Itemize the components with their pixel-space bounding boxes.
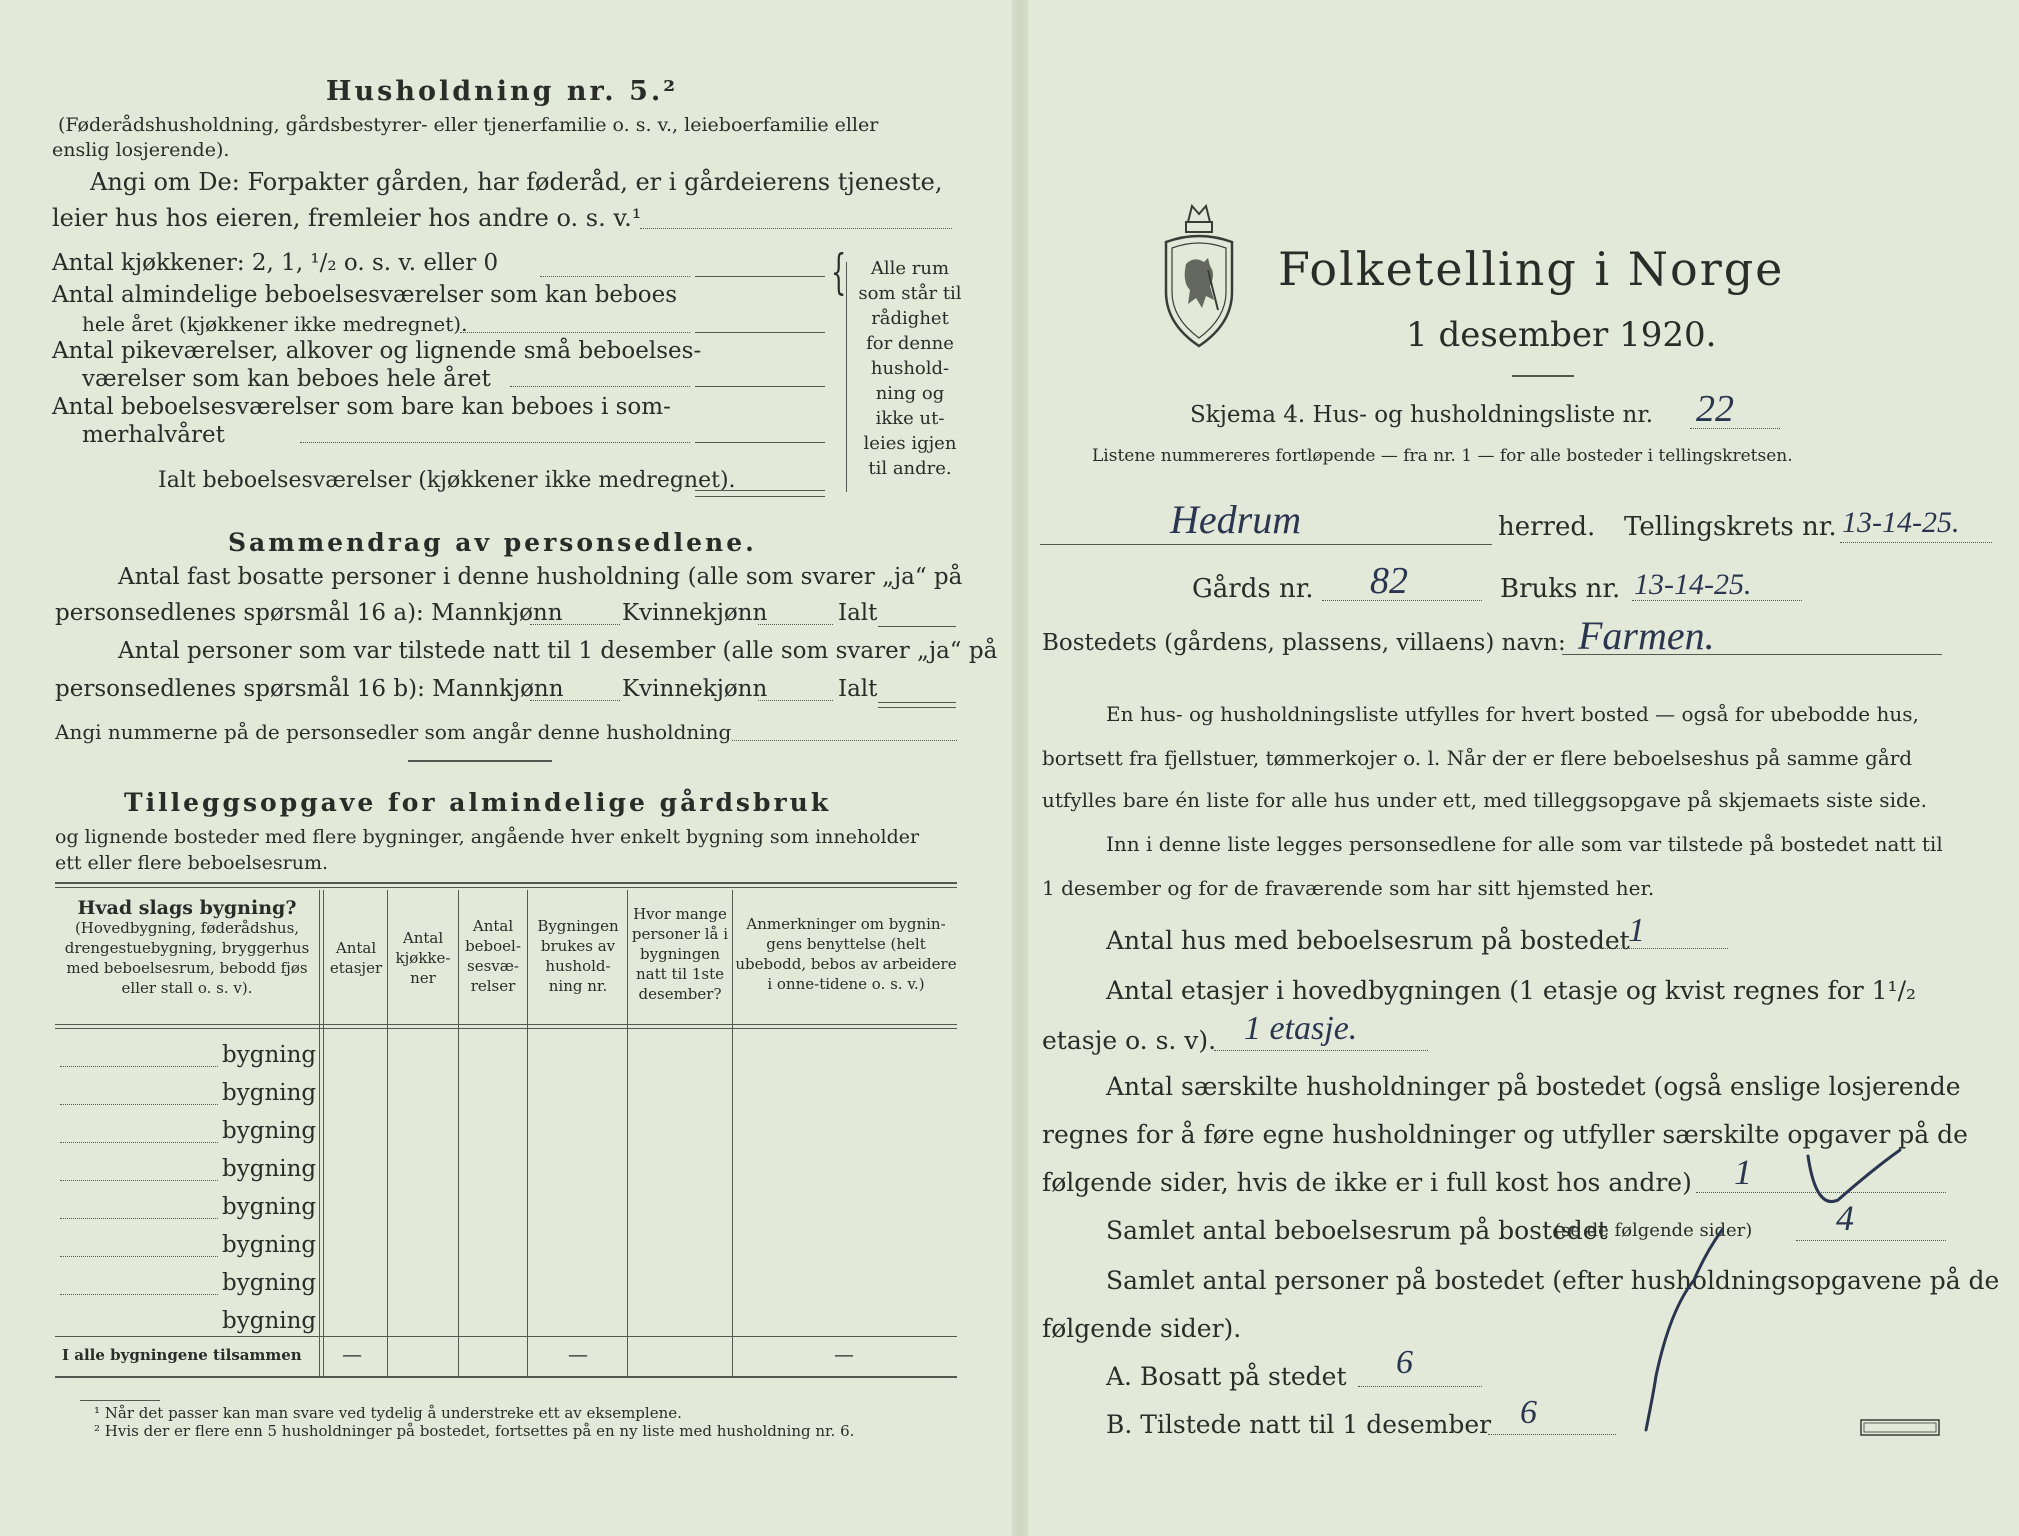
a-kvinne-label: Kvinnekjønn <box>622 600 768 626</box>
table-top-border-inner <box>55 887 957 888</box>
col-hvad-slags-body: (Hovedbygning, føderådshus, drengestuebygning, bryggerhus med beboelsesrum, bebodd fjøs eller stall o. s. v). <box>64 919 310 997</box>
saerskilte-value[interactable]: 1 <box>1734 1152 1752 1192</box>
a-ialt-label: Ialt <box>838 600 878 626</box>
side-note <box>855 256 965 481</box>
skjema-label: Skjema 4. Hus- og husholdningsliste nr. <box>1190 402 1654 428</box>
form-date: 1 desember 1920. <box>1406 315 1717 355</box>
row-bygning-label: bygning <box>222 1156 317 1182</box>
saerskilte-line-3: følgende sider, hvis de ikke er i full kost hos andre) <box>1042 1168 1692 1197</box>
col-personer: Hvor mange personer lå i bygningen natt til 1ste desember? <box>631 905 729 1003</box>
antal-hus-label: Antal hus med beboelsesrum på bostedet <box>1106 926 1630 955</box>
para2-line-2: 1 desember og for de fraværende som har sitt hjemsted her. <box>1042 876 1655 900</box>
tellingskrets-value[interactable]: 13-14-25. <box>1842 506 1960 539</box>
b-ialt-line <box>878 702 956 703</box>
b-kvinne-label: Kvinnekjønn <box>622 676 768 702</box>
brace-upper: { <box>831 244 847 300</box>
footnote-2: ² Hvis der er flere enn 5 husholdninger på bostedet, fortsettes på en ny liste med husholdning nr. 6. <box>94 1422 855 1440</box>
tellingskrets-label: Tellingskrets nr. <box>1624 512 1837 542</box>
side-note-line: rådighet <box>871 308 949 329</box>
row-line <box>60 1142 218 1143</box>
angi-answer-line <box>640 228 952 229</box>
rooms-answer-2 <box>695 332 825 333</box>
skjema-nr-value[interactable]: 22 <box>1696 388 1734 430</box>
printer-stamp-icon <box>1860 1418 1940 1438</box>
rooms-sommer-1: Antal beboelsesværelser som bare kan beboes i som- <box>52 394 671 420</box>
b-ialt-label: Ialt <box>838 676 878 702</box>
etasjer-line <box>1214 1050 1428 1051</box>
col-husholdning-nr: Bygningen brukes av hushold-ning nr. <box>537 917 619 995</box>
a-ialt-line <box>878 626 956 627</box>
rooms-alminnelige-2: hele året (kjøkkener ikke medregnet). <box>82 312 468 336</box>
table-bottom-border <box>55 1376 957 1378</box>
rooms-dots-2 <box>460 332 690 333</box>
total-husholdning-dash: — <box>568 1342 588 1366</box>
bosted-label: Bostedets (gårdens, plassens, villaens) navn: <box>1042 630 1566 656</box>
sammendrag-b-1: Antal personer som var tilstede natt til 1 desember (alle som svarer „ja“ på <box>118 638 998 664</box>
tillegg-sub-1: og lignende bosteder med flere bygninger, angående hver enkelt bygning som inneholder <box>55 826 920 848</box>
sammendrag-b-2: personsedlenes spørsmål 16 b): Mannkjønn <box>55 676 564 702</box>
husholdning-subtitle-2: enslig losjerende). <box>52 139 230 161</box>
row-line <box>60 1104 218 1105</box>
table-col-divider <box>387 890 388 1376</box>
table-header-border-inner <box>55 1028 957 1029</box>
antal-hus-value[interactable]: 1 <box>1628 912 1645 949</box>
tilstede-label: B. Tilstede natt til 1 desember <box>1106 1410 1492 1439</box>
total-etasjer-dash: — <box>342 1342 362 1366</box>
footnote-rule <box>80 1400 160 1401</box>
angi-line-2: leier hus hos eieren, fremleier hos andre o. s. v.¹ <box>52 204 642 232</box>
table-top-border <box>55 882 957 884</box>
tilstede-line <box>1488 1434 1616 1435</box>
brace-line <box>846 262 847 492</box>
angi-nummerne-line <box>732 740 957 741</box>
total-label: I alle bygningene tilsammen <box>62 1346 302 1364</box>
side-note-line: ikke ut- <box>875 408 945 429</box>
etasjer-line-2: etasje o. s. v). <box>1042 1026 1217 1055</box>
total-anmerkninger-dash: — <box>834 1342 854 1366</box>
row-line <box>60 1294 218 1295</box>
tilstede-value[interactable]: 6 <box>1520 1394 1537 1431</box>
samlet-rum-label: Samlet antal beboelsesrum på bostedet <box>1106 1216 1608 1245</box>
table-total-top <box>55 1336 957 1337</box>
rooms-answer-4 <box>695 442 825 443</box>
gards-line <box>1322 600 1482 601</box>
table-col-divider <box>627 890 628 1376</box>
form-title: Folketelling i Norge <box>1278 242 1785 296</box>
row-bygning-label: bygning <box>222 1080 317 1106</box>
table-col-divider <box>458 890 459 1376</box>
ialt-label: Ialt beboelsesværelser (kjøkkener ikke medregnet). <box>158 468 736 493</box>
a-kvinne-line <box>758 624 833 625</box>
table-col-divider <box>732 890 733 1376</box>
row-bygning-label: bygning <box>222 1194 317 1220</box>
herred-label: herred. <box>1498 512 1596 542</box>
gards-label: Gårds nr. <box>1192 574 1314 604</box>
tellingskrets-line <box>1840 542 1992 543</box>
ialt-answer <box>695 490 825 491</box>
bosatt-line <box>1358 1386 1482 1387</box>
rooms-sommer-2: merhalvåret <box>82 422 225 448</box>
saerskilte-line-1: Antal særskilte husholdninger på bostedet (også enslige losjerende <box>1106 1072 1961 1101</box>
bruks-label: Bruks nr. <box>1500 574 1621 604</box>
norway-coat-of-arms-icon <box>1158 200 1240 350</box>
table-col-divider <box>319 890 320 1376</box>
listene-note: Listene nummereres fortløpende — fra nr. 1 — for alle bosteder i tellingskretsen. <box>1092 446 1793 466</box>
bosatt-label: A. Bosatt på stedet <box>1106 1362 1347 1391</box>
footnote-1: ¹ Når det passer kan man svare ved tydelig å understreke ett av eksemplene. <box>94 1404 682 1422</box>
samlet-pers-line-2: følgende sider). <box>1042 1314 1242 1343</box>
bruks-value[interactable]: 13-14-25. <box>1634 568 1752 601</box>
col-beboelsesvaerelser: Antal beboel-sesvæ-relser <box>465 917 521 995</box>
section-divider <box>408 760 552 762</box>
table-header-border <box>55 1024 957 1025</box>
row-bygning-label: bygning <box>222 1270 317 1296</box>
sammendrag-a-1: Antal fast bosatte personer i denne husholdning (alle som svarer „ja“ på <box>118 564 963 590</box>
side-note-line: for denne <box>866 333 954 354</box>
side-note-line: Alle rum <box>870 258 950 279</box>
col-hvad-slags-title: Hvad slags bygning? <box>77 897 297 919</box>
etasjer-value[interactable]: 1 etasje. <box>1244 1010 1358 1047</box>
sammendrag-title: Sammendrag av personsedlene. <box>228 528 757 557</box>
sammendrag-a-2: personsedlenes spørsmål 16 a): Mannkjønn <box>55 600 563 626</box>
b-kvinne-line <box>758 700 833 701</box>
side-note-line: ning og <box>875 383 945 404</box>
bruks-line <box>1632 600 1802 601</box>
rooms-alminnelige-1: Antal almindelige beboelsesværelser som kan beboes <box>52 282 678 308</box>
samlet-pers-line-1: Samlet antal personer på bostedet (efter husholdningsopgavene på de <box>1106 1266 2000 1295</box>
herred-line <box>1040 544 1492 545</box>
etasjer-line-1: Antal etasjer i hovedbygningen (1 etasje og kvist regnes for 1¹/₂ <box>1106 976 1917 1005</box>
rooms-pike-2: værelser som kan beboes hele året <box>82 366 491 392</box>
col-etasjer: Antal etasjer <box>329 939 383 977</box>
row-bygning-label: bygning <box>222 1232 317 1258</box>
herred-value[interactable]: Hedrum <box>1170 497 1302 542</box>
row-bygning-label: bygning <box>222 1042 317 1068</box>
husholdning-title: Husholdning nr. 5.² <box>326 76 679 107</box>
para1-line-1: En hus- og husholdningsliste utfylles for hvert bosted — også for ubebodde hus, <box>1106 702 1919 726</box>
samlet-rum-value[interactable]: 4 <box>1836 1198 1854 1238</box>
row-line <box>60 1218 218 1219</box>
page-fold <box>1012 0 1028 1536</box>
bosted-line <box>1562 654 1942 655</box>
table-col-divider <box>527 890 528 1376</box>
angi-line-1: Angi om De: Forpakter gården, har føderåd, er i gårdeierens tjeneste, <box>90 168 943 196</box>
rooms-answer-1 <box>695 276 825 277</box>
row-line <box>60 1066 218 1067</box>
rooms-answer-3 <box>695 386 825 387</box>
side-note-line: hushold- <box>870 358 950 379</box>
row-bygning-label: bygning <box>222 1118 317 1144</box>
col-anmerkninger: Anmerkninger om bygnin-gens benyttelse (helt ubebodd, bebos av arbeidere i onne-tidene o. s. v.) <box>735 915 957 993</box>
tillegg-sub-2: ett eller flere beboelsesrum. <box>55 852 329 874</box>
a-mann-line <box>530 624 620 625</box>
angi-nummerne: Angi nummerne på de personsedler som angår denne husholdning <box>55 720 732 744</box>
para1-line-3: utfylles bare én liste for alle hus under ett, med tilleggsopgave på skjemaets siste side. <box>1042 788 1927 812</box>
side-note-line: til andre. <box>868 458 952 479</box>
b-mann-line <box>530 700 620 701</box>
title-divider <box>1512 375 1574 377</box>
rooms-dots-3 <box>510 386 690 387</box>
bosted-value[interactable]: Farmen. <box>1578 613 1715 658</box>
side-note-line: leies igjen <box>863 433 957 454</box>
para2-line-1: Inn i denne liste legges personsedlene for alle som var tilstede på bostedet natt til <box>1106 832 1943 856</box>
skjema-nr-line <box>1690 428 1780 429</box>
ialt-answer-double <box>695 496 825 497</box>
table-col-divider <box>323 890 324 1376</box>
rooms-pike-1: Antal pikeværelser, alkover og lignende små beboelses- <box>52 338 702 364</box>
row-line <box>60 1180 218 1181</box>
bosatt-value[interactable]: 6 <box>1396 1344 1413 1381</box>
col-hvad-slags <box>58 898 316 998</box>
row-bygning-label: bygning <box>222 1308 317 1334</box>
rooms-dots-4 <box>300 442 690 443</box>
saerskilte-line-2: regnes for å føre egne husholdninger og utfyller særskilte opgaver på de <box>1042 1120 1968 1149</box>
col-kjokkener: Antal kjøkke-ner <box>395 929 451 987</box>
gards-value[interactable]: 82 <box>1370 560 1408 602</box>
tillegg-title: Tilleggsopgave for almindelige gårdsbruk <box>124 788 832 817</box>
b-ialt-line-double <box>878 707 956 708</box>
rooms-kjokkener: Antal kjøkkener: 2, 1, ¹/₂ o. s. v. eller 0 <box>52 250 499 276</box>
rooms-dots-1 <box>540 276 690 277</box>
side-note-line: som står til <box>858 283 962 304</box>
samlet-rum-small: (se de følgende sider) <box>1554 1220 1753 1241</box>
husholdning-subtitle-1: (Føderådshusholdning, gårdsbestyrer- eller tjenerfamilie o. s. v., leieboerfamilie eller <box>58 114 879 136</box>
antal-hus-line <box>1600 948 1728 949</box>
check-marks-icon <box>1640 1140 1940 1440</box>
para1-line-2: bortsett fra fjellstuer, tømmerkojer o. l. Når der er flere beboelseshus på samme gård <box>1042 746 1913 770</box>
row-line <box>60 1256 218 1257</box>
